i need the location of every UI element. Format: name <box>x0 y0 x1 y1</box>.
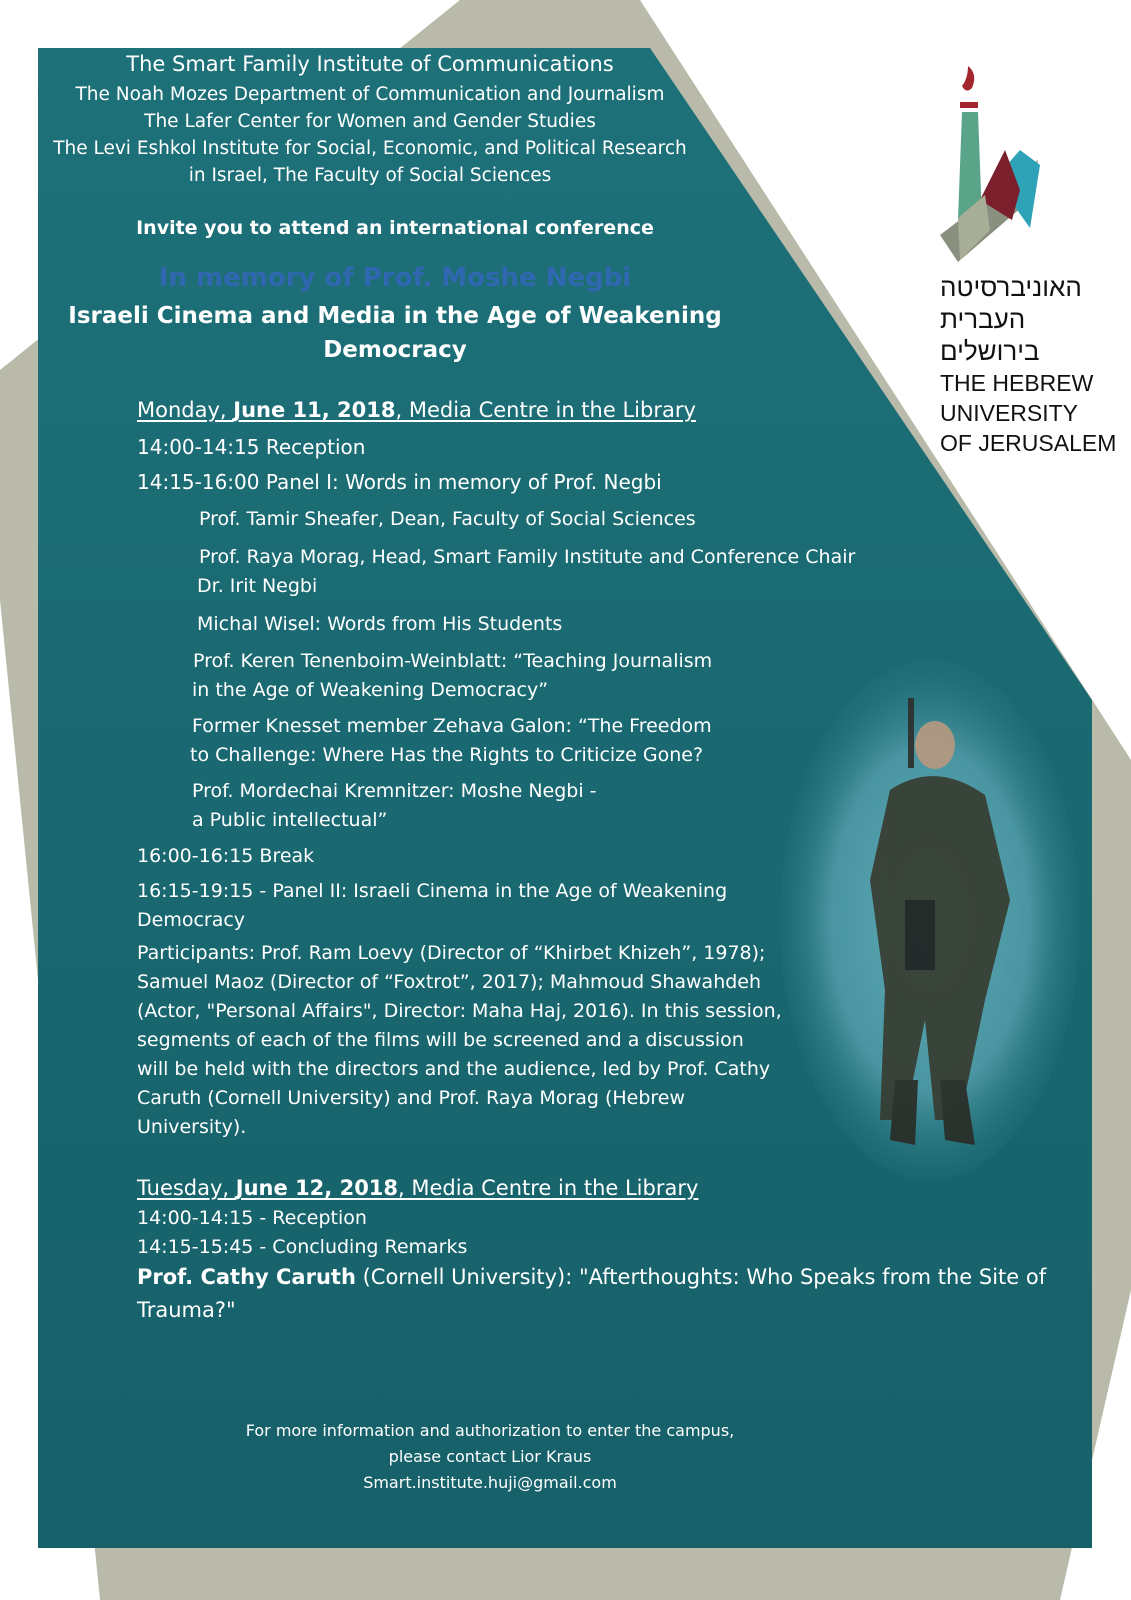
conference-title-line2: Democracy <box>323 337 467 363</box>
institute-name: The Smart Family Institute of Communications <box>126 52 614 76</box>
participants-line: (Actor, "Personal Affairs", Director: Maha Haj, 2016). In this session, <box>137 1000 782 1022</box>
day2-keynote-line2: Trauma?" <box>137 1298 236 1322</box>
invite-line: Invite you to attend an international conference <box>136 217 654 239</box>
memory-line: In memory of Prof. Moshe Negbi <box>158 263 632 293</box>
logo-english-line3: OF JERUSALEM <box>940 430 1117 456</box>
day1-panel1: 14:15-16:00 Panel I: Words in memory of Prof. Negbi <box>137 470 662 494</box>
participants-line: will be held with the directors and the audience, led by Prof. Cathy <box>137 1058 771 1080</box>
day1-panel2-line2: Democracy <box>137 909 246 931</box>
footer-contact: please contact Lior Kraus <box>388 1447 592 1466</box>
speaker-irit-negbi: Dr. Irit Negbi <box>197 575 318 597</box>
participants-line: Samuel Maoz (Director of “Foxtrot”, 2017); Mahmoud Shawahdeh <box>137 971 762 993</box>
center-name: The Lafer Center for Women and Gender Studies <box>144 111 596 132</box>
logo-hebrew-line1: האוניברסיטה <box>940 272 1082 302</box>
day1-break: 16:00-16:15 Break <box>137 845 315 867</box>
speaker-tenenboim-line2: in the Age of Weakening Democracy” <box>192 679 549 701</box>
footer-info: For more information and authorization to enter the campus, <box>245 1421 735 1440</box>
speaker-tenenboim-line1: Prof. Keren Tenenboim-Weinblatt: “Teaching Journalism <box>193 650 713 672</box>
speaker-wisel: Michal Wisel: Words from His Students <box>197 613 563 635</box>
day1-reception: 14:00-14:15 Reception <box>137 435 366 459</box>
department-name: The Noah Mozes Department of Communication and Journalism <box>75 84 665 105</box>
faculty-name: in Israel, The Faculty of Social Sciences <box>188 165 552 186</box>
participants-line: Caruth (Cornell University) and Prof. Raya Morag (Hebrew <box>137 1087 686 1109</box>
logo-english-line1: THE HEBREW <box>940 370 1094 396</box>
day1-heading: Monday, June 11, 2018, Media Centre in the Library <box>137 398 696 422</box>
day2-concluding: 14:15-15:45 - Concluding Remarks <box>137 1236 468 1258</box>
hebrew-university-logo-mark <box>940 66 1040 262</box>
day1-panel2-line1: 16:15-19:15 - Panel II: Israeli Cinema in the Age of Weakening <box>137 880 728 902</box>
participants-line: University). <box>137 1116 247 1138</box>
speaker-kremnitzer-line1: Prof. Mordechai Kremnitzer: Moshe Negbi - <box>192 780 597 802</box>
speaker-morag: Prof. Raya Morag, Head, Smart Family Institute and Conference Chair <box>199 546 856 568</box>
conference-title-line1: Israeli Cinema and Media in the Age of Weakening <box>68 303 722 329</box>
speaker-galon-line1: Former Knesset member Zehava Galon: “The Freedom <box>192 715 712 737</box>
logo-english-line2: UNIVERSITY <box>940 400 1079 426</box>
speaker-sheafer: Prof. Tamir Sheafer, Dean, Faculty of Social Sciences <box>199 508 696 530</box>
day2-heading: Tuesday, June 12, 2018, Media Centre in the Library <box>137 1176 699 1200</box>
logo-hebrew-line2: העברית <box>940 304 1026 334</box>
day2-reception: 14:00-14:15 - Reception <box>137 1207 367 1229</box>
speaker-galon-line2: to Challenge: Where Has the Rights to Criticize Gone? <box>190 744 704 766</box>
day2-keynote-line1: Prof. Cathy Caruth (Cornell University): "Afterthoughts: Who Speaks from the Site of <box>137 1265 1047 1289</box>
logo-hebrew-line3: בירושלים <box>940 336 1040 366</box>
participants-line: Participants: Prof. Ram Loevy (Director of “Khirbet Khizeh”, 1978); <box>137 942 766 964</box>
participants-line: segments of each of the films will be screened and a discussion <box>137 1029 744 1051</box>
speaker-kremnitzer-line2: a Public intellectual” <box>192 809 388 831</box>
research-institute-name: The Levi Eshkol Institute for Social, Economic, and Political Research <box>53 138 687 159</box>
footer-email[interactable]: Smart.institute.huji@gmail.com <box>363 1473 617 1492</box>
